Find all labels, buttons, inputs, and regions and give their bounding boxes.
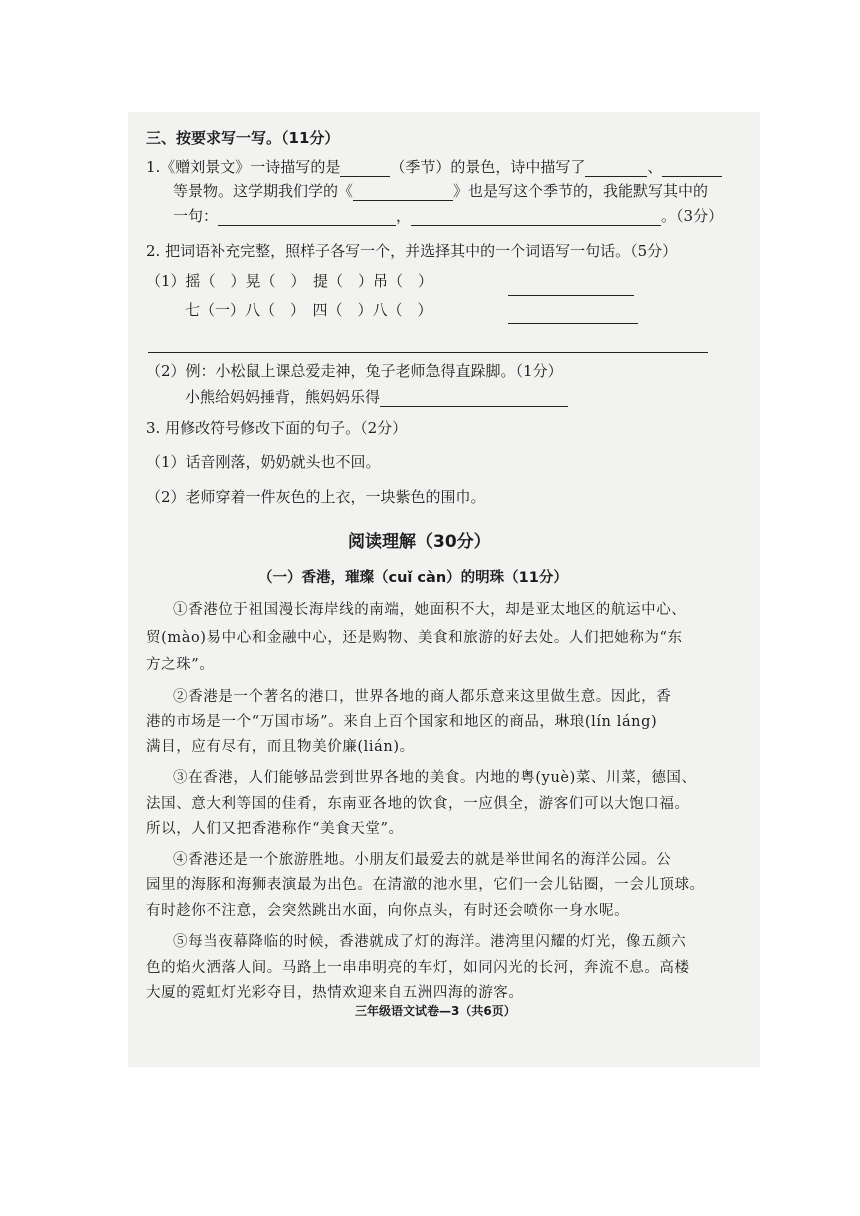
answer-line[interactable] — [508, 323, 638, 324]
q1-prefix: 1.《赠刘景文》一诗描写的是 — [146, 158, 341, 176]
q1-b-prefix: 等景物。这学期我们学的《 — [173, 182, 354, 200]
answer-line[interactable] — [508, 295, 634, 296]
page-footer: 三年级语文试卷—3（共6页） — [355, 1004, 516, 1018]
passage-line: 大厦的霓虹灯光彩夺目，热情欢迎来自五洲四海的游客。 — [146, 985, 524, 1001]
passage-line: 满目，应有尽有，而且物美价廉(lián)。 — [146, 739, 415, 755]
answer-blank[interactable] — [340, 160, 390, 177]
answer-blank[interactable] — [218, 209, 396, 226]
question-1-line-1 — [146, 157, 722, 177]
q1-c-suffix: 。（3分） — [661, 207, 724, 225]
q1-sep: 、 — [647, 158, 663, 176]
section-heading: 三、按要求写一写。（11分） — [146, 129, 340, 147]
passage-line: 有时趁你不注意，会突然跳出水面，向你点头，有时还会喷你一身水呢。 — [146, 903, 630, 919]
q2-prompt-text: 小熊给妈妈捶背，熊妈妈乐得 — [185, 388, 381, 406]
passage-line: ⑤每当夜幕降临的时候，香港就成了灯的海洋。港湾里闪耀的灯光，像五颜六 — [173, 934, 687, 950]
question-2: 2. 把词语补充完整，照样子各写一个，并选择其中的一个词语写一句话。（5分） — [146, 242, 678, 260]
q1-b-suffix: 》也是写这个季节的，我能默写其中的 — [453, 182, 709, 200]
reading-section-title: 阅读理解（30分） — [348, 532, 491, 552]
q2-row-2: 七（一）八（ ） 四（ ）八（ ） — [185, 301, 433, 319]
q1-c-prefix: 一句： — [173, 207, 219, 225]
q1-mid: （季节）的景色，诗中描写了 — [390, 158, 586, 176]
question-3: 3. 用修改符号修改下面的句子。（2分） — [146, 419, 408, 437]
passage-line: 法国、意大利等国的佳肴，东南亚各地的饮食，一应俱全，游客们可以大饱口福。 — [146, 796, 690, 812]
answer-line[interactable] — [148, 352, 708, 353]
passage-line: ②香港是一个著名的港口，世界各地的商人都乐意来这里做生意。因此，香 — [173, 689, 672, 705]
passage-line: 港的市场是一个“万国市场”。来自上百个国家和地区的商品，琳琅(lín láng) — [146, 714, 658, 730]
passage-line: 所以，人们又把香港称作“美食天堂”。 — [146, 821, 404, 837]
passage-title: （一）香港，璀璨（cuǐ càn）的明珠（11分） — [258, 570, 568, 586]
q2-row-1: （1）摇（ ）晃（ ） 提（ ）吊（ ） — [146, 272, 434, 290]
passage-line: 贸(mào)易中心和金融中心，还是购物、美食和旅游的好去处。人们把她称为“东 — [146, 630, 683, 646]
q2-sub-2-prompt — [185, 387, 568, 407]
question-1-line-3 — [173, 206, 723, 226]
q3-sentence-2: （2）老师穿着一件灰色的上衣，一块紫色的围巾。 — [146, 488, 486, 506]
passage-line: 色的焰火洒落人间。马路上一串串明亮的车灯，如同闪光的长河，奔流不息。高楼 — [146, 960, 690, 976]
answer-blank[interactable] — [411, 209, 661, 226]
answer-blank[interactable] — [662, 160, 722, 177]
passage-line: 方之珠”。 — [146, 657, 215, 673]
q3-sentence-1: （1）话音刚落，奶奶就头也不回。 — [146, 453, 381, 471]
passage-line: ①香港位于祖国漫长海岸线的南端，她面积不大，却是亚太地区的航运中心、 — [173, 602, 687, 618]
answer-blank[interactable] — [353, 184, 453, 201]
q2-sub-2-example: （2）例：小松鼠上课总爱走神，兔子老师急得直跺脚。（1分） — [146, 362, 563, 380]
passage-line: ③在香港，人们能够品尝到世界各地的美食。内地的粤(yuè)菜、川菜，德国、 — [173, 770, 697, 786]
passage-line: 园里的海豚和海狮表演最为出色。在清澈的池水里，它们一会儿钻圈，一会儿顶球。 — [146, 877, 705, 893]
question-1-line-2 — [173, 181, 708, 201]
answer-blank[interactable] — [585, 160, 647, 177]
q1-c-sep: ， — [396, 207, 412, 225]
answer-blank[interactable] — [380, 390, 568, 407]
passage-line: ④香港还是一个旅游胜地。小朋友们最爱去的就是举世闻名的海洋公园。公 — [173, 852, 672, 868]
